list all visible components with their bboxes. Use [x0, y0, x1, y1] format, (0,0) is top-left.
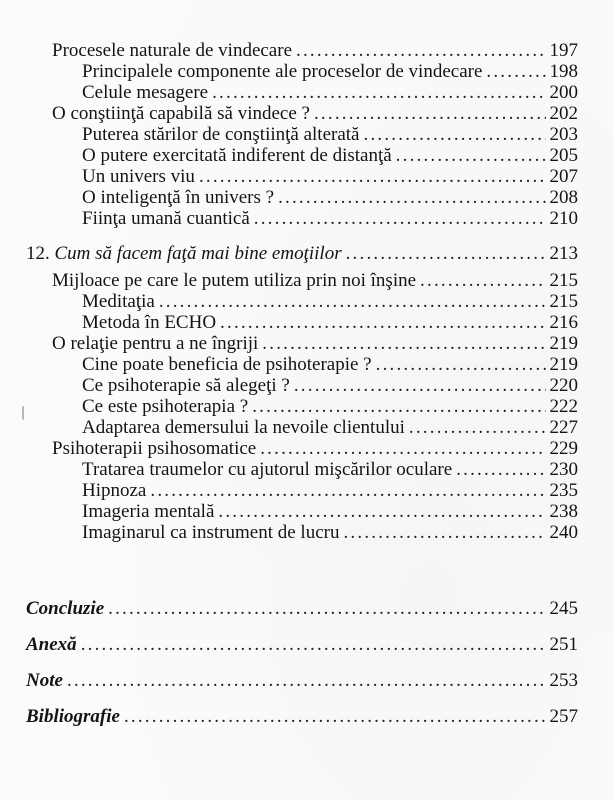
toc-entry-page: 219 — [549, 354, 578, 375]
toc-entry[interactable] — [82, 291, 578, 312]
toc-entry-page: 203 — [549, 124, 578, 145]
toc-entry[interactable] — [82, 166, 578, 187]
toc-entry[interactable] — [82, 522, 578, 543]
toc-entry-page: 251 — [549, 634, 578, 655]
dot-leader — [294, 375, 546, 396]
toc-entry-page: 197 — [549, 40, 578, 61]
dot-leader — [212, 82, 545, 103]
toc-entry-page: 200 — [549, 82, 578, 103]
toc-entry[interactable] — [52, 333, 578, 354]
toc-entry-title: Mijloace pe care le putem utiliza prin noi înşine — [52, 270, 417, 291]
dot-leader — [343, 522, 545, 543]
dot-leader — [456, 459, 545, 480]
toc-entry-title: Anexă — [26, 634, 77, 655]
toc-back-matter-entry[interactable] — [26, 598, 578, 619]
chapter-title: Cum să facem faţă mai bine emoţiilor — [54, 243, 342, 264]
toc-entry-page: 222 — [549, 396, 578, 417]
toc-entry-title: Puterea stărilor de conştiinţă alterată — [82, 124, 360, 145]
dot-leader — [220, 312, 545, 333]
toc-entry-title: Imageria mentală — [82, 501, 215, 522]
toc-entry[interactable] — [82, 501, 578, 522]
toc-entry-title: O inteligenţă în univers ? — [82, 187, 275, 208]
dot-leader — [67, 670, 546, 691]
toc-entry-title: Psihoterapii psihosomatice — [52, 438, 257, 459]
toc-entry-page: 257 — [549, 706, 578, 727]
toc-chapter-entry[interactable] — [26, 243, 578, 264]
toc-entry-page: 238 — [549, 501, 578, 522]
toc-entry-page: 227 — [549, 417, 578, 438]
toc-entry[interactable] — [82, 375, 578, 396]
toc-entry-title: Celule mesagere — [82, 82, 209, 103]
toc-entry-page: 208 — [549, 187, 578, 208]
dot-leader — [364, 124, 546, 145]
toc-entry-title: Principalele componente ale proceselor de vindecare — [82, 61, 483, 82]
toc-entry[interactable] — [82, 354, 578, 375]
toc-entry-title: Tratarea traumelor cu ajutorul mişcărilor oculare — [82, 459, 453, 480]
toc-back-matter-entry[interactable] — [26, 706, 578, 727]
toc-entry-title: Fiinţa umană cuantică — [82, 208, 250, 229]
toc-entry-title: Imaginarul ca instrument de lucru — [82, 522, 340, 543]
toc-entry-page: 229 — [549, 438, 578, 459]
toc-chapter-heading — [26, 243, 346, 264]
toc-entry-title: Adaptarea demersului la nevoile clientului — [82, 417, 405, 438]
toc-entry-page: 253 — [549, 670, 578, 691]
toc-back-matter-entry[interactable] — [26, 670, 578, 691]
dot-leader — [278, 187, 545, 208]
toc-back-matter-entry[interactable] — [26, 634, 578, 655]
toc-entry-title: O conştiinţă capabilă să vindece ? — [52, 103, 310, 124]
toc-entry-title: Ce este psihoterapia ? — [82, 396, 249, 417]
toc-entry[interactable] — [82, 417, 578, 438]
dot-leader — [346, 243, 546, 264]
dot-leader — [376, 354, 546, 375]
dot-leader — [396, 145, 546, 166]
toc-entry-page: 207 — [549, 166, 578, 187]
dot-leader — [150, 480, 545, 501]
toc-entry-page: 215 — [549, 270, 578, 291]
chapter-number: 12. — [26, 243, 50, 264]
toc-entry[interactable] — [82, 208, 578, 229]
toc-entry-title: Cine poate beneficia de psihoterapie ? — [82, 354, 372, 375]
toc-entry-title: Note — [26, 670, 63, 691]
toc-entry-page: 213 — [549, 243, 578, 264]
toc-entry[interactable] — [82, 312, 578, 333]
toc-entry-title: Metoda în ECHO — [82, 312, 217, 333]
toc-entry[interactable] — [52, 103, 578, 124]
toc-entry-title: Meditaţia — [82, 291, 155, 312]
toc-entry-page: 205 — [549, 145, 578, 166]
toc-entry[interactable] — [52, 270, 578, 291]
toc-entry[interactable] — [82, 82, 578, 103]
toc-entry-title: Concluzie — [26, 598, 105, 619]
toc-entry[interactable] — [82, 459, 578, 480]
dot-leader — [296, 40, 545, 61]
dot-leader — [108, 598, 545, 619]
toc-entry-page: 202 — [549, 103, 578, 124]
dot-leader — [199, 166, 546, 187]
toc-entry-page: 230 — [549, 459, 578, 480]
toc-entry-title: Bibliografie — [26, 706, 120, 727]
toc-entry-page: 216 — [549, 312, 578, 333]
toc-entry-page: 220 — [549, 375, 578, 396]
dot-leader — [262, 333, 545, 354]
toc-entry[interactable] — [82, 124, 578, 145]
dot-leader — [124, 706, 546, 727]
toc-entry-page: 210 — [549, 208, 578, 229]
toc-entry-title: O relaţie pentru a ne îngriji — [52, 333, 259, 354]
toc-entry[interactable] — [82, 396, 578, 417]
dot-leader — [81, 634, 546, 655]
toc-entry-page: 235 — [549, 480, 578, 501]
toc-entry-page: 240 — [549, 522, 578, 543]
toc-entry-page: 198 — [549, 61, 578, 82]
dot-leader — [159, 291, 546, 312]
toc-entry-page: 245 — [549, 598, 578, 619]
toc-entry-title: Ce psihoterapie să alegeţi ? — [82, 375, 290, 396]
toc-entry[interactable] — [52, 438, 578, 459]
toc-entry[interactable] — [52, 40, 578, 61]
dot-leader — [218, 501, 545, 522]
toc-entry[interactable] — [82, 480, 578, 501]
toc-entry[interactable] — [82, 187, 578, 208]
dot-leader — [420, 270, 545, 291]
toc-entry[interactable] — [82, 61, 578, 82]
toc-entry-title: Un univers viu — [82, 166, 195, 187]
toc-entry[interactable] — [82, 145, 578, 166]
dot-leader — [486, 61, 545, 82]
toc-entry-title: Procesele naturale de vindecare — [52, 40, 293, 61]
dot-leader — [252, 396, 545, 417]
toc-entry-title: O putere exercitată indiferent de distanţă — [82, 145, 392, 166]
toc-entry-page: 215 — [549, 291, 578, 312]
dot-leader — [409, 417, 546, 438]
scan-margin-mark — [22, 406, 27, 420]
dot-leader — [260, 438, 545, 459]
dot-leader — [314, 103, 546, 124]
dot-leader — [254, 208, 546, 229]
toc-entry-page: 219 — [549, 333, 578, 354]
toc-entry-title: Hipnoza — [82, 480, 147, 501]
